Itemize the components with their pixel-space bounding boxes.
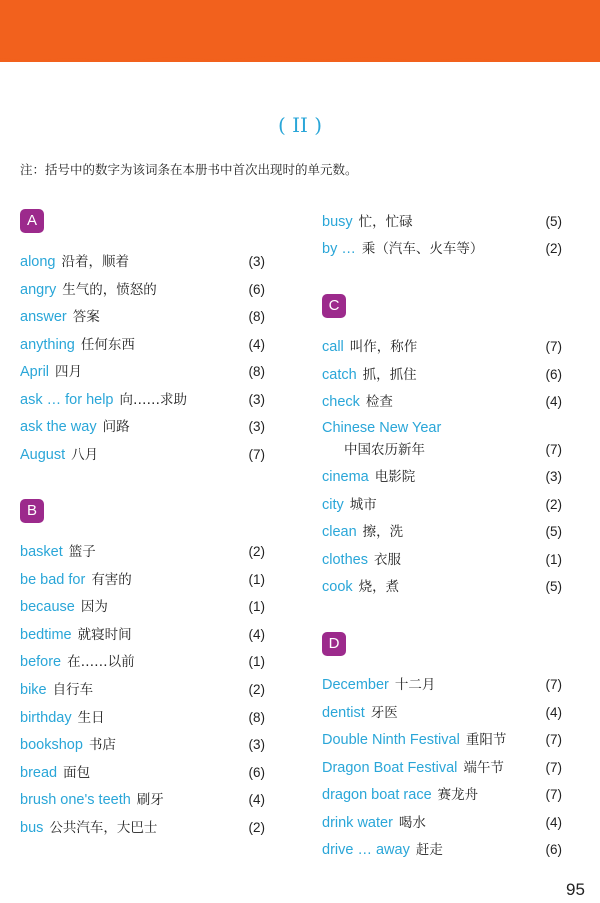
entry-chinese: 生日 (77, 710, 105, 726)
entry-english: Double Ninth Festival (322, 732, 460, 748)
entry-chinese: 端午节 (463, 760, 504, 776)
glossary-entry (20, 416, 265, 438)
entry-english: drive … away (322, 842, 410, 858)
entry-chinese: 赶走 (415, 842, 443, 858)
entry-unit: (2) (248, 544, 265, 559)
entry-english: August (20, 447, 66, 463)
entry-english: ask … for help (20, 392, 114, 408)
entry-english: angry (20, 282, 57, 298)
section-badge-a: A (20, 209, 44, 233)
entry-english: anything (20, 337, 75, 353)
entry-unit: (5) (545, 524, 562, 539)
footnote-text: 注：括号中的数字为该词条在本册书中首次出现时的单元数。 (20, 162, 358, 177)
entry-english: dragon boat race (322, 787, 432, 803)
glossary-entry (20, 334, 265, 356)
glossary-entry (20, 734, 265, 756)
entry-chinese: 向……求助 (119, 392, 187, 408)
entry-chinese: 叫作，称作 (349, 339, 418, 355)
entry-english: busy (322, 214, 353, 230)
entry-english: clothes (322, 552, 368, 568)
entry-unit: (3) (248, 392, 265, 407)
entry-english: bread (20, 765, 58, 781)
entry-unit: (2) (545, 241, 562, 256)
glossary-entry (20, 596, 265, 618)
glossary-entry (322, 417, 562, 439)
entry-english: Chinese New Year (322, 420, 442, 436)
entry-english: catch (322, 367, 357, 383)
entry-chinese: 检查 (365, 394, 393, 410)
glossary-entry (322, 466, 562, 488)
entry-chinese: 自行车 (52, 682, 94, 698)
entry-english: birthday (20, 710, 72, 726)
section-badge-b: B (20, 499, 44, 523)
entry-chinese: 擦，洗 (362, 524, 404, 540)
entry-chinese: 牙医 (370, 705, 398, 721)
entry-english: city (322, 497, 344, 513)
entry-unit: (6) (248, 282, 265, 297)
glossary-entry (20, 651, 265, 673)
entry-unit: (5) (545, 214, 562, 229)
entry-chinese: 城市 (349, 497, 377, 513)
entry-english: ask the way (20, 419, 97, 435)
entry-chinese: 篮子 (68, 544, 96, 560)
section-badge-c: C (322, 294, 346, 318)
glossary-entry (20, 817, 265, 839)
entry-unit: (2) (545, 497, 562, 512)
entry-chinese: 沿着，顺着 (61, 254, 129, 270)
entry-unit: (1) (248, 654, 265, 669)
entry-chinese: 问路 (102, 419, 130, 435)
entry-chinese: 喝水 (398, 815, 426, 831)
entry-unit: (1) (545, 552, 562, 567)
entry-english: because (20, 599, 75, 615)
glossary-entry (322, 364, 562, 386)
entry-chinese: 书店 (88, 737, 116, 753)
entry-english: bookshop (20, 737, 83, 753)
entry-unit: (4) (545, 394, 562, 409)
entry-unit: (2) (248, 820, 265, 835)
glossary-entry (20, 762, 265, 784)
entry-unit: (4) (248, 337, 265, 352)
entry-unit: (6) (248, 765, 265, 780)
entry-chinese: 有害的 (91, 572, 132, 588)
entry-unit: (7) (545, 339, 562, 354)
entry-english: cook (322, 579, 353, 595)
glossary-entry (322, 211, 562, 233)
entry-chinese: 八月 (71, 447, 99, 463)
entry-unit: (4) (248, 792, 265, 807)
entry-chinese: 中国农历新年 (344, 442, 425, 458)
page-number: 95 (566, 880, 585, 899)
entry-chinese: 面包 (63, 765, 91, 781)
entry-unit: (3) (248, 419, 265, 434)
entry-unit: (8) (248, 364, 265, 379)
glossary-entry (322, 839, 562, 861)
entry-unit: (2) (248, 682, 265, 697)
glossary-entry (322, 757, 562, 779)
entry-chinese: 烧，煮 (358, 579, 400, 595)
glossary-entry (322, 336, 562, 358)
entry-unit: (7) (545, 760, 562, 775)
entry-unit: (3) (545, 469, 562, 484)
glossary-entry (322, 576, 562, 598)
entry-unit: (7) (545, 732, 562, 747)
glossary-entry (20, 251, 265, 273)
entry-unit: (8) (248, 309, 265, 324)
entry-chinese: 衣服 (373, 552, 401, 568)
glossary-entry (322, 702, 562, 724)
glossary-entry (20, 569, 265, 591)
entry-chinese: 电影院 (374, 469, 416, 485)
entry-english: brush one's teeth (20, 792, 131, 808)
glossary-entry (322, 521, 562, 543)
glossary-entry (20, 541, 265, 563)
entry-english: check (322, 394, 360, 410)
entry-english: December (322, 677, 389, 693)
glossary-entry (20, 444, 265, 466)
glossary-entry (322, 549, 562, 571)
entry-chinese: 生气的，愤怒的 (62, 282, 157, 298)
glossary-entry (20, 389, 265, 411)
entry-chinese: 重阳节 (465, 732, 507, 748)
entry-english: clean (322, 524, 357, 540)
entry-unit: (8) (248, 710, 265, 725)
entry-unit: (7) (545, 787, 562, 802)
entry-unit: (1) (248, 572, 265, 587)
entry-chinese: 刷牙 (136, 792, 164, 808)
entry-unit: (4) (248, 627, 265, 642)
entry-chinese: 答案 (72, 309, 100, 325)
entry-english: April (20, 364, 50, 380)
entry-english: cinema (322, 469, 369, 485)
glossary-entry (20, 789, 265, 811)
glossary-entry (322, 784, 562, 806)
entry-chinese: 就寝时间 (77, 627, 132, 643)
entry-english: Dragon Boat Festival (322, 760, 458, 776)
glossary-entry (20, 361, 265, 383)
glossary-entry (322, 439, 562, 461)
entry-chinese: 因为 (80, 599, 108, 615)
glossary-entry (20, 279, 265, 301)
entry-english: call (322, 339, 344, 355)
page-title: ( II ) (277, 113, 323, 137)
entry-chinese: 四月 (55, 364, 83, 380)
glossary-entry (20, 624, 265, 646)
torn-paper-edge (0, 44, 600, 66)
entry-chinese: 十二月 (394, 677, 436, 693)
entry-chinese: 在……以前 (67, 654, 135, 670)
entry-english: dentist (322, 705, 365, 721)
glossary-entry (322, 729, 562, 751)
entry-english: along (20, 254, 56, 270)
glossary-entry (20, 679, 265, 701)
entry-english: basket (20, 544, 63, 560)
entry-unit: (6) (545, 367, 562, 382)
glossary-entry (322, 674, 562, 696)
entry-unit: (3) (248, 254, 265, 269)
entry-unit: (4) (545, 705, 562, 720)
entry-english: bus (20, 820, 44, 836)
entry-unit: (1) (248, 599, 265, 614)
glossary-entry (322, 812, 562, 834)
entry-unit: (5) (545, 579, 562, 594)
glossary-entry (20, 707, 265, 729)
entry-unit: (7) (545, 442, 562, 457)
entry-chinese: 忙，忙碌 (358, 214, 413, 230)
entry-english: answer (20, 309, 67, 325)
entry-english: bike (20, 682, 47, 698)
header-banner (0, 0, 600, 62)
entry-unit: (3) (248, 737, 265, 752)
entry-chinese: 公共汽车，大巴士 (49, 820, 158, 836)
entry-chinese: 任何东西 (80, 337, 135, 353)
entry-unit: (7) (248, 447, 265, 462)
entry-unit: (6) (545, 842, 562, 857)
entry-english: by … (322, 241, 356, 257)
section-badge-d: D (322, 632, 346, 656)
entry-english: before (20, 654, 62, 670)
glossary-entry (322, 494, 562, 516)
entry-english: drink water (322, 815, 393, 831)
entry-chinese: 抓，抓住 (362, 367, 417, 383)
entry-english: be bad for (20, 572, 86, 588)
glossary-entry (322, 391, 562, 413)
glossary-entry (322, 238, 562, 260)
entry-chinese: 赛龙舟 (437, 787, 479, 803)
entry-chinese: 乘（汽车、火车等） (361, 241, 484, 257)
entry-english: bedtime (20, 627, 72, 643)
entry-unit: (4) (545, 815, 562, 830)
entry-unit: (7) (545, 677, 562, 692)
glossary-entry (20, 306, 265, 328)
